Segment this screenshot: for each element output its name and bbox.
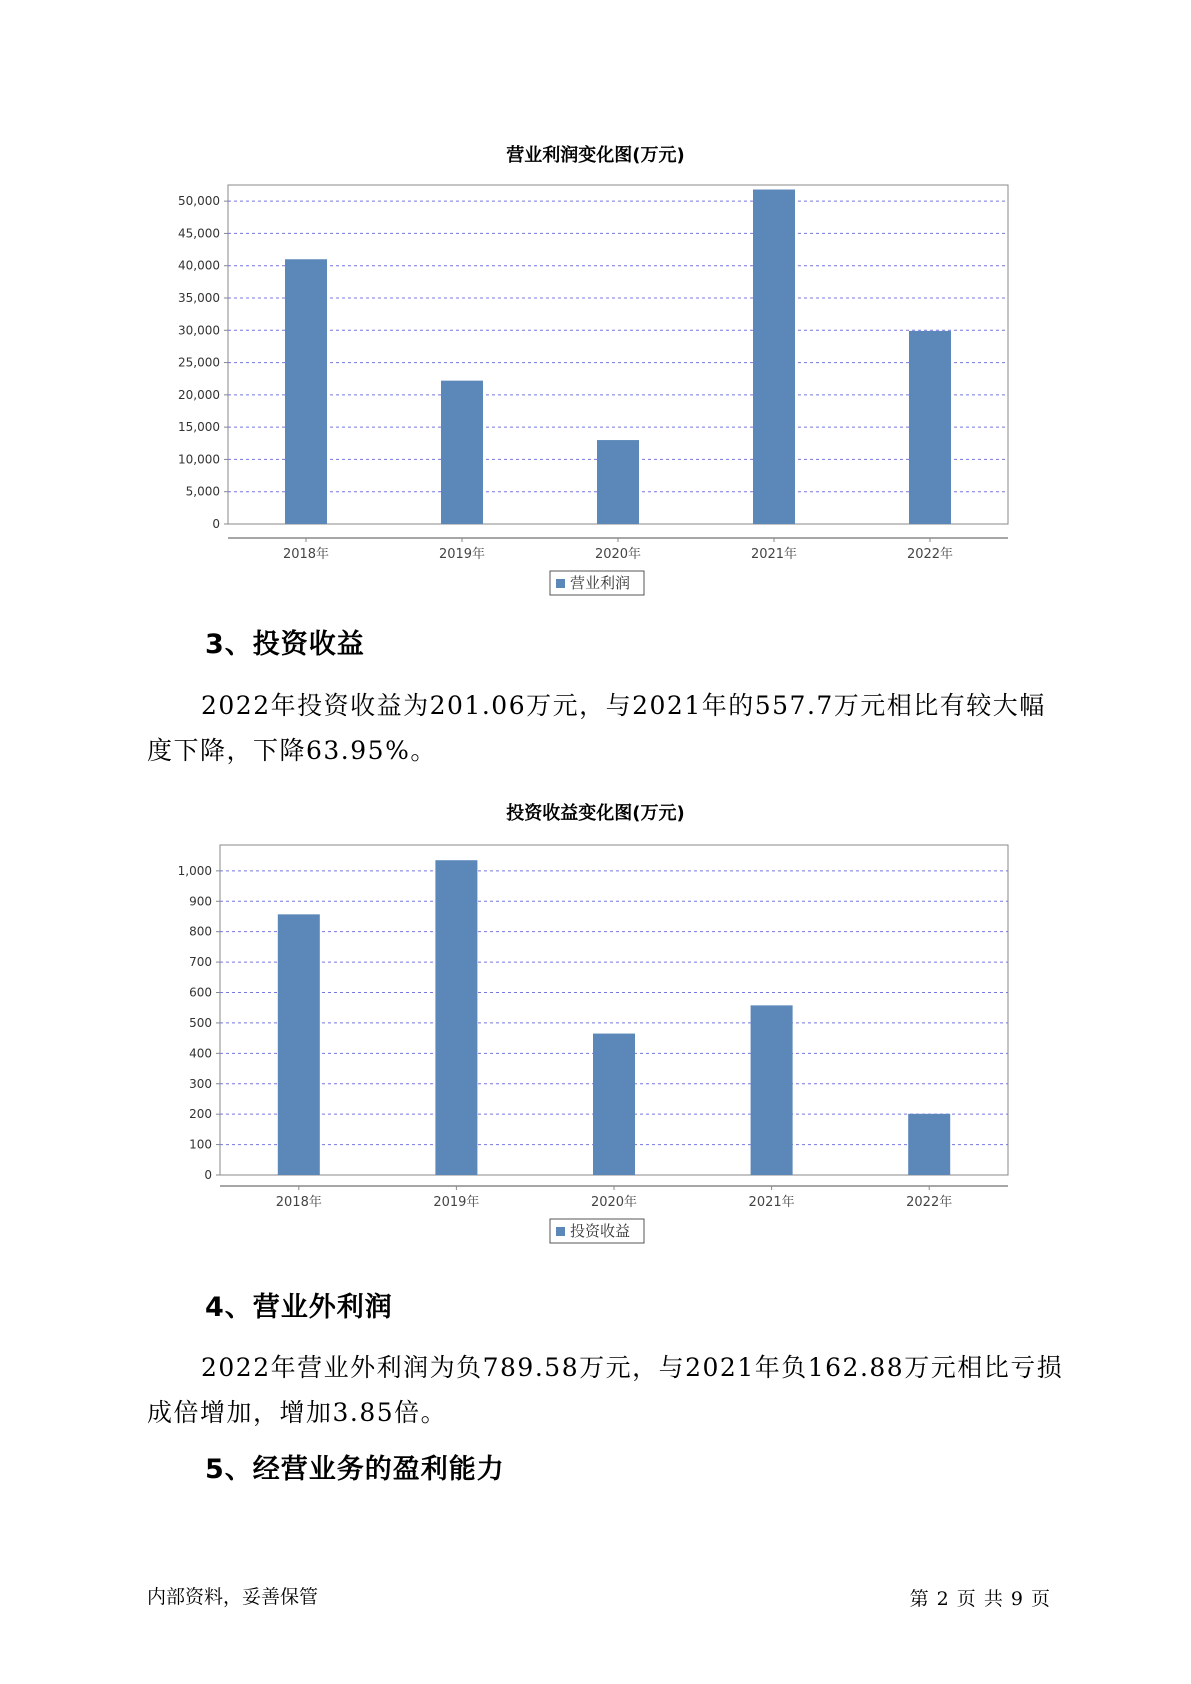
x-tick-label: 2020年	[594, 547, 642, 562]
bar-2020年	[597, 440, 639, 524]
section-4-text-content: 2022年营业外利润为负789.58万元，与2021年负162.88万元相比亏损成倍增加，增加3.85倍。	[147, 1353, 1064, 1427]
y-tick-label: 20,000	[178, 387, 220, 402]
bar-2019年	[441, 381, 483, 524]
y-tick-label: 1,000	[177, 863, 212, 878]
x-tick-label: 2018年	[275, 1195, 322, 1210]
y-tick-label: 5,000	[185, 484, 220, 499]
y-tick-label: 15,000	[178, 420, 220, 435]
bar-2020年	[593, 1034, 635, 1175]
bar-2018年	[285, 259, 327, 524]
y-tick-label: 50,000	[178, 194, 220, 209]
section-3-text	[147, 683, 1067, 773]
y-tick-label: 25,000	[178, 355, 220, 370]
section-3-text-content: 2022年投资收益为201.06万元，与2021年的557.7万元相比有较大幅度下降，下降63.95%。	[147, 691, 1046, 765]
legend-label: 营业利润	[570, 574, 631, 592]
operating-profit-chart	[0, 170, 1191, 600]
x-tick-label: 2020年	[590, 1195, 638, 1210]
y-tick-label: 800	[189, 924, 212, 939]
chart-title-operating-profit: 营业利润变化图(万元)	[506, 145, 685, 166]
section-4-heading: 4、营业外利润	[205, 1292, 393, 1323]
legend-swatch	[556, 579, 565, 588]
x-tick-label: 2019年	[433, 1195, 480, 1210]
y-tick-label: 300	[189, 1076, 212, 1091]
legend-label: 投资收益	[570, 1222, 631, 1240]
y-tick-label: 30,000	[178, 323, 220, 338]
y-tick-label: 500	[189, 1015, 212, 1030]
bar-2022年	[908, 1114, 950, 1175]
y-tick-label: 100	[189, 1137, 212, 1152]
bar-2022年	[909, 331, 951, 524]
bar-2019年	[435, 860, 477, 1175]
y-tick-label: 200	[189, 1107, 212, 1122]
bar-2021年	[753, 190, 795, 524]
x-tick-label: 2019年	[438, 547, 486, 562]
y-tick-label: 400	[189, 1046, 212, 1061]
section-5-heading: 5、经营业务的盈利能力	[205, 1454, 505, 1485]
y-tick-label: 0	[204, 1168, 212, 1182]
bar-2018年	[278, 914, 320, 1175]
y-tick-label: 900	[189, 894, 212, 909]
y-tick-label: 600	[189, 985, 212, 1000]
y-tick-label: 45,000	[178, 226, 220, 241]
x-tick-label: 2022年	[906, 1195, 953, 1210]
x-tick-label: 2021年	[748, 1195, 795, 1210]
footer-page-number: 第 2 页 共 9 页	[909, 1588, 1051, 1610]
x-tick-label: 2022年	[906, 547, 954, 562]
y-tick-label: 35,000	[178, 291, 220, 305]
section-4-text	[147, 1345, 1067, 1435]
chart-title-investment-income: 投资收益变化图(万元)	[506, 803, 685, 824]
section-3-heading: 3、投资收益	[205, 629, 365, 660]
bar-2021年	[751, 1005, 793, 1175]
x-tick-label: 2018年	[282, 547, 330, 562]
x-tick-label: 2021年	[750, 547, 798, 562]
legend-swatch	[556, 1227, 565, 1236]
y-tick-label: 0	[212, 517, 220, 531]
investment-income-chart	[0, 835, 1191, 1265]
y-tick-label: 40,000	[178, 258, 220, 273]
y-tick-label: 700	[189, 955, 212, 970]
footer-confidential-note: 内部资料，妥善保管	[147, 1586, 319, 1608]
y-tick-label: 10,000	[178, 452, 220, 467]
